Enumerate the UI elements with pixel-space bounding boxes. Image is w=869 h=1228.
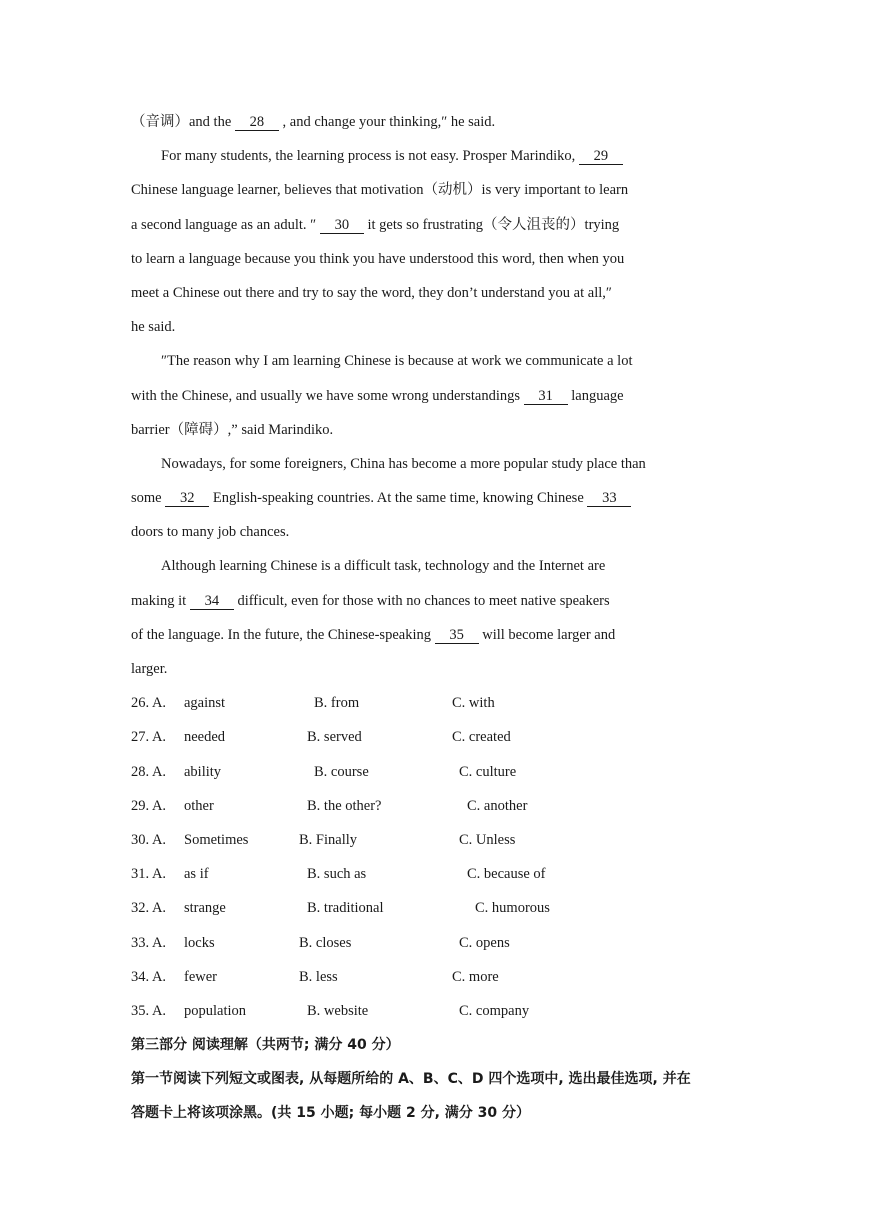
passage-line <box>131 173 737 207</box>
option-row <box>131 755 737 789</box>
question-number: 28. A. <box>131 763 167 780</box>
passage-text: larger. <box>131 661 168 677</box>
passage-text: Chinese language learner, believes that motivation（动机）is very important to learn <box>131 182 629 199</box>
option-a: as if <box>184 866 209 883</box>
question-number: 31. A. <box>131 866 167 883</box>
option-row <box>131 823 737 857</box>
option-b: B. Finally <box>299 831 358 848</box>
option-row <box>131 789 737 823</box>
passage-text: （音调）and the <box>131 114 232 130</box>
option-c: C. company <box>459 1002 530 1019</box>
option-a: population <box>184 1002 247 1019</box>
option-c: C. another <box>467 797 528 814</box>
passage-text: doors to many job chances. <box>131 524 290 541</box>
option-b: B. website <box>307 1002 369 1019</box>
option-b: B. traditional <box>307 900 384 917</box>
option-a: needed <box>184 729 226 746</box>
passage-text: with the Chinese, and usually we have some wrong understandings <box>131 387 521 404</box>
option-a: other <box>184 797 214 814</box>
option-a: Sometimes <box>184 831 249 848</box>
question-number: 32. A. <box>131 900 167 917</box>
question-number: 27. A. <box>131 729 167 746</box>
passage-line <box>131 276 737 310</box>
option-row <box>131 857 737 891</box>
blank-31: 31 <box>524 388 568 405</box>
option-c: C. because of <box>467 866 546 883</box>
passage-line <box>131 379 737 413</box>
passage-line <box>131 344 737 378</box>
passage-line <box>131 413 737 447</box>
passage-text: a second language as an adult. ″ <box>131 216 317 233</box>
question-number: 35. A. <box>131 1002 167 1019</box>
option-row <box>131 960 737 994</box>
passage-text: meet a Chinese out there and try to say the word, they don’t understand you at all,″ <box>131 284 612 301</box>
passage-text: some <box>131 490 162 507</box>
option-a: against <box>184 695 226 712</box>
passage-text: will become larger and <box>482 626 616 643</box>
passage-line <box>131 310 737 344</box>
passage-line <box>131 139 737 173</box>
option-row <box>131 686 737 720</box>
passage-text: Nowadays, for some foreigners, China has become a more popular study place than <box>161 455 646 472</box>
option-a: locks <box>184 934 215 951</box>
question-number: 34. A. <box>131 968 167 985</box>
option-b: B. less <box>299 968 338 985</box>
option-c: C. Unless <box>459 831 516 848</box>
option-b: B. closes <box>299 934 352 951</box>
option-a: fewer <box>184 968 218 985</box>
passage-text: For many students, the learning process is not easy. Prosper Marindiko, <box>161 148 576 165</box>
question-number: 26. A. <box>131 695 167 712</box>
passage-text: English-speaking countries. At the same time, knowing Chinese <box>212 490 584 507</box>
section-instructions: 答题卡上将该项涂黑。(共 15 小题; 每小题 2 分, 满分 30 分） <box>131 1105 531 1122</box>
option-c: C. with <box>452 695 495 712</box>
option-row <box>131 720 737 754</box>
passage-line <box>131 652 737 686</box>
passage-line <box>131 481 737 515</box>
question-number: 33. A. <box>131 934 167 951</box>
passage-line <box>131 242 737 276</box>
section-title: 第三部分 阅读理解（共两节; 满分 40 分） <box>131 1037 400 1054</box>
document-page <box>131 105 737 1131</box>
passage-line <box>131 584 737 618</box>
option-a: ability <box>184 763 222 780</box>
passage-line <box>131 105 737 139</box>
passage-text: it gets so frustrating（令人沮丧的）trying <box>367 216 620 233</box>
passage-text: to learn a language because you think you have understood this word, then when you <box>131 250 625 267</box>
option-c: C. culture <box>459 763 517 780</box>
option-row <box>131 926 737 960</box>
passage-line <box>131 447 737 481</box>
passage-text: difficult, even for those with no chances to meet native speakers <box>237 592 610 609</box>
passage-text: making it <box>131 592 187 609</box>
blank-32: 32 <box>165 490 209 507</box>
option-row <box>131 891 737 925</box>
blank-30: 30 <box>320 217 364 234</box>
option-c: C. humorous <box>475 900 550 917</box>
option-b: B. course <box>314 763 369 780</box>
passage-text: of the language. In the future, the Chinese-speaking <box>131 626 431 643</box>
option-c: C. more <box>452 968 499 985</box>
passage-text: language <box>571 387 624 404</box>
passage-line <box>131 549 737 583</box>
option-c: C. created <box>452 729 511 746</box>
passage-line <box>131 618 737 652</box>
passage-line <box>131 515 737 549</box>
question-number: 29. A. <box>131 797 167 814</box>
passage-text: barrier（障碍）,” said Marindiko. <box>131 421 334 438</box>
blank-33: 33 <box>587 490 631 507</box>
option-b: B. served <box>307 729 362 746</box>
blank-34: 34 <box>190 593 234 610</box>
blank-29: 29 <box>579 148 623 165</box>
passage-text: Although learning Chinese is a difficult task, technology and the Internet are <box>161 558 606 575</box>
option-a: strange <box>184 900 226 917</box>
option-b: B. such as <box>307 866 367 883</box>
section-instructions: 第一节阅读下列短文或图表, 从每题所给的 A、B、C、D 四个选项中, 选出最佳选项, 并在 <box>131 1071 691 1088</box>
option-b: B. the other? <box>307 797 382 814</box>
blank-28: 28 <box>235 114 279 131</box>
option-b: B. from <box>314 695 360 712</box>
blank-35: 35 <box>435 627 479 644</box>
passage-line <box>131 208 737 242</box>
question-number: 30. A. <box>131 831 167 848</box>
passage-text: ″The reason why I am learning Chinese is because at work we communicate a lot <box>161 353 633 370</box>
passage-text: , and change your thinking,″ he said. <box>282 114 496 130</box>
passage-text: he said. <box>131 319 176 336</box>
option-c: C. opens <box>459 934 510 951</box>
option-row <box>131 994 737 1028</box>
